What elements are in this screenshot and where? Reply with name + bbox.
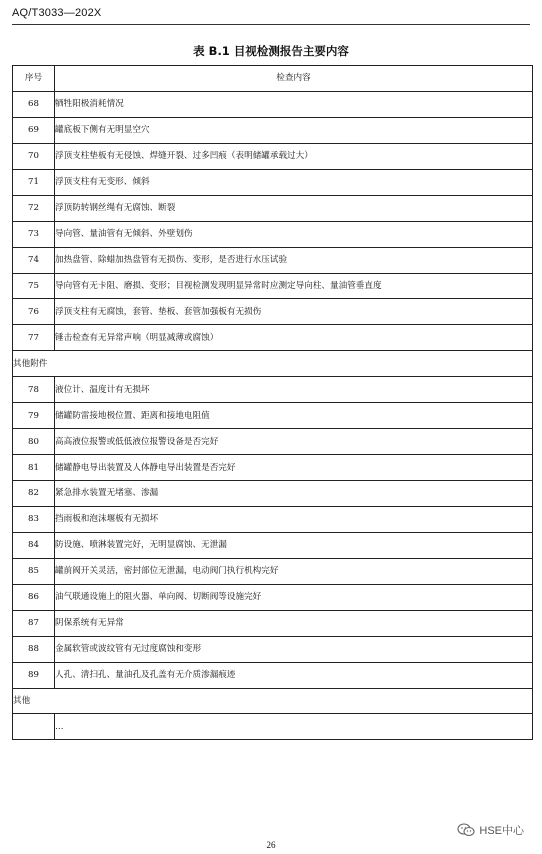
table-row	[13, 299, 533, 325]
row-number: 77	[13, 325, 55, 351]
row-number: 71	[13, 169, 55, 195]
watermark	[457, 822, 524, 838]
row-content: 阴保系统有无异常	[55, 610, 533, 636]
row-number: 79	[13, 403, 55, 429]
row-number: 69	[13, 117, 55, 143]
table-row	[13, 506, 533, 532]
row-number: 78	[13, 377, 55, 403]
row-content: …	[55, 714, 533, 740]
row-number: 80	[13, 429, 55, 455]
page-number: 26	[266, 840, 276, 850]
table-row	[13, 584, 533, 610]
row-number: 86	[13, 584, 55, 610]
row-content: 浮顶支柱有无腐蚀，套管、垫板、套管加强板有无损伤	[55, 299, 533, 325]
table-row	[13, 403, 533, 429]
row-content: 罐前阀开关灵活，密封部位无泄漏，电动阀门执行机构完好	[55, 558, 533, 584]
section-label: 其他	[13, 688, 533, 714]
watermark-text: HSE中心	[479, 825, 524, 837]
row-number: 75	[13, 273, 55, 299]
table-row	[13, 429, 533, 455]
table-row	[13, 169, 533, 195]
section-row	[13, 688, 533, 714]
table-row	[13, 273, 533, 299]
row-content: 液位计、温度计有无损坏	[55, 377, 533, 403]
table-row	[13, 221, 533, 247]
row-number	[13, 714, 55, 740]
row-content: 浮顶支柱垫板有无侵蚀、焊缝开裂、过多凹痕（表明储罐承载过大）	[55, 143, 533, 169]
table-row	[13, 325, 533, 351]
row-content: 导向管、量油管有无倾斜、外壁划伤	[55, 221, 533, 247]
table-title: 表 B.1 目视检测报告主要内容	[193, 44, 349, 58]
table-row	[13, 662, 533, 688]
row-number: 70	[13, 143, 55, 169]
table-row	[13, 481, 533, 507]
table-row	[13, 247, 533, 273]
row-content: 紧急排水装置无堵塞、渗漏	[55, 481, 533, 507]
row-number: 85	[13, 558, 55, 584]
row-content: 锤击检查有无异常声响（明显减薄或腐蚀）	[55, 325, 533, 351]
table-row	[13, 91, 533, 117]
column-header-content: 检查内容	[55, 66, 533, 92]
row-content: 挡雨板和泡沫堰板有无损坏	[55, 506, 533, 532]
row-number: 83	[13, 506, 55, 532]
wechat-icon	[457, 823, 475, 837]
row-content: 储罐防雷接地极位置、距离和接地电阻值	[55, 403, 533, 429]
row-content: 油气联通设施上的阻火器、单向阀、切断阀等设施完好	[55, 584, 533, 610]
section-label: 其他附件	[13, 351, 533, 377]
row-content: 浮顶支柱有无变形、倾斜	[55, 169, 533, 195]
section-row	[13, 351, 533, 377]
table-header-row	[13, 66, 533, 92]
row-content: 加热盘管、除蜡加热盘管有无损伤、变形，是否进行水压试验	[55, 247, 533, 273]
row-number: 89	[13, 662, 55, 688]
table-row	[13, 558, 533, 584]
table-body	[13, 91, 533, 739]
inspection-table	[12, 65, 533, 740]
row-number: 82	[13, 481, 55, 507]
table-row	[13, 143, 533, 169]
table-row	[13, 195, 533, 221]
row-number: 74	[13, 247, 55, 273]
row-number: 81	[13, 455, 55, 481]
table-row	[13, 610, 533, 636]
row-number: 68	[13, 91, 55, 117]
row-number: 87	[13, 610, 55, 636]
row-number: 73	[13, 221, 55, 247]
row-content: 高高液位报警或低低液位报警设备是否完好	[55, 429, 533, 455]
row-content: 储罐静电导出装置及人体静电导出装置是否完好	[55, 455, 533, 481]
table-row	[13, 714, 533, 740]
row-content: 金属软管或波纹管有无过度腐蚀和变形	[55, 636, 533, 662]
row-content: 导向管有无卡阻、磨损、变形；目视检测发现明显异常时应测定导向柱、量油管垂直度	[55, 273, 533, 299]
row-number: 88	[13, 636, 55, 662]
table-row	[13, 117, 533, 143]
row-content: 牺牲阳极消耗情况	[55, 91, 533, 117]
row-content: 浮顶防转钢丝绳有无腐蚀、断裂	[55, 195, 533, 221]
row-number: 84	[13, 532, 55, 558]
header-rule	[12, 24, 530, 25]
table-row	[13, 532, 533, 558]
table-row	[13, 455, 533, 481]
row-number: 72	[13, 195, 55, 221]
row-content: 人孔、清扫孔、量油孔及孔盖有无介质渗漏痕迹	[55, 662, 533, 688]
table-row	[13, 636, 533, 662]
row-content: 罐底板下侧有无明显空穴	[55, 117, 533, 143]
document-code: AQ/T3033—202X	[12, 7, 102, 19]
column-header-number: 序号	[13, 66, 55, 92]
row-content: 防设施、喷淋装置完好，无明显腐蚀、无泄漏	[55, 532, 533, 558]
row-number: 76	[13, 299, 55, 325]
table-row	[13, 377, 533, 403]
